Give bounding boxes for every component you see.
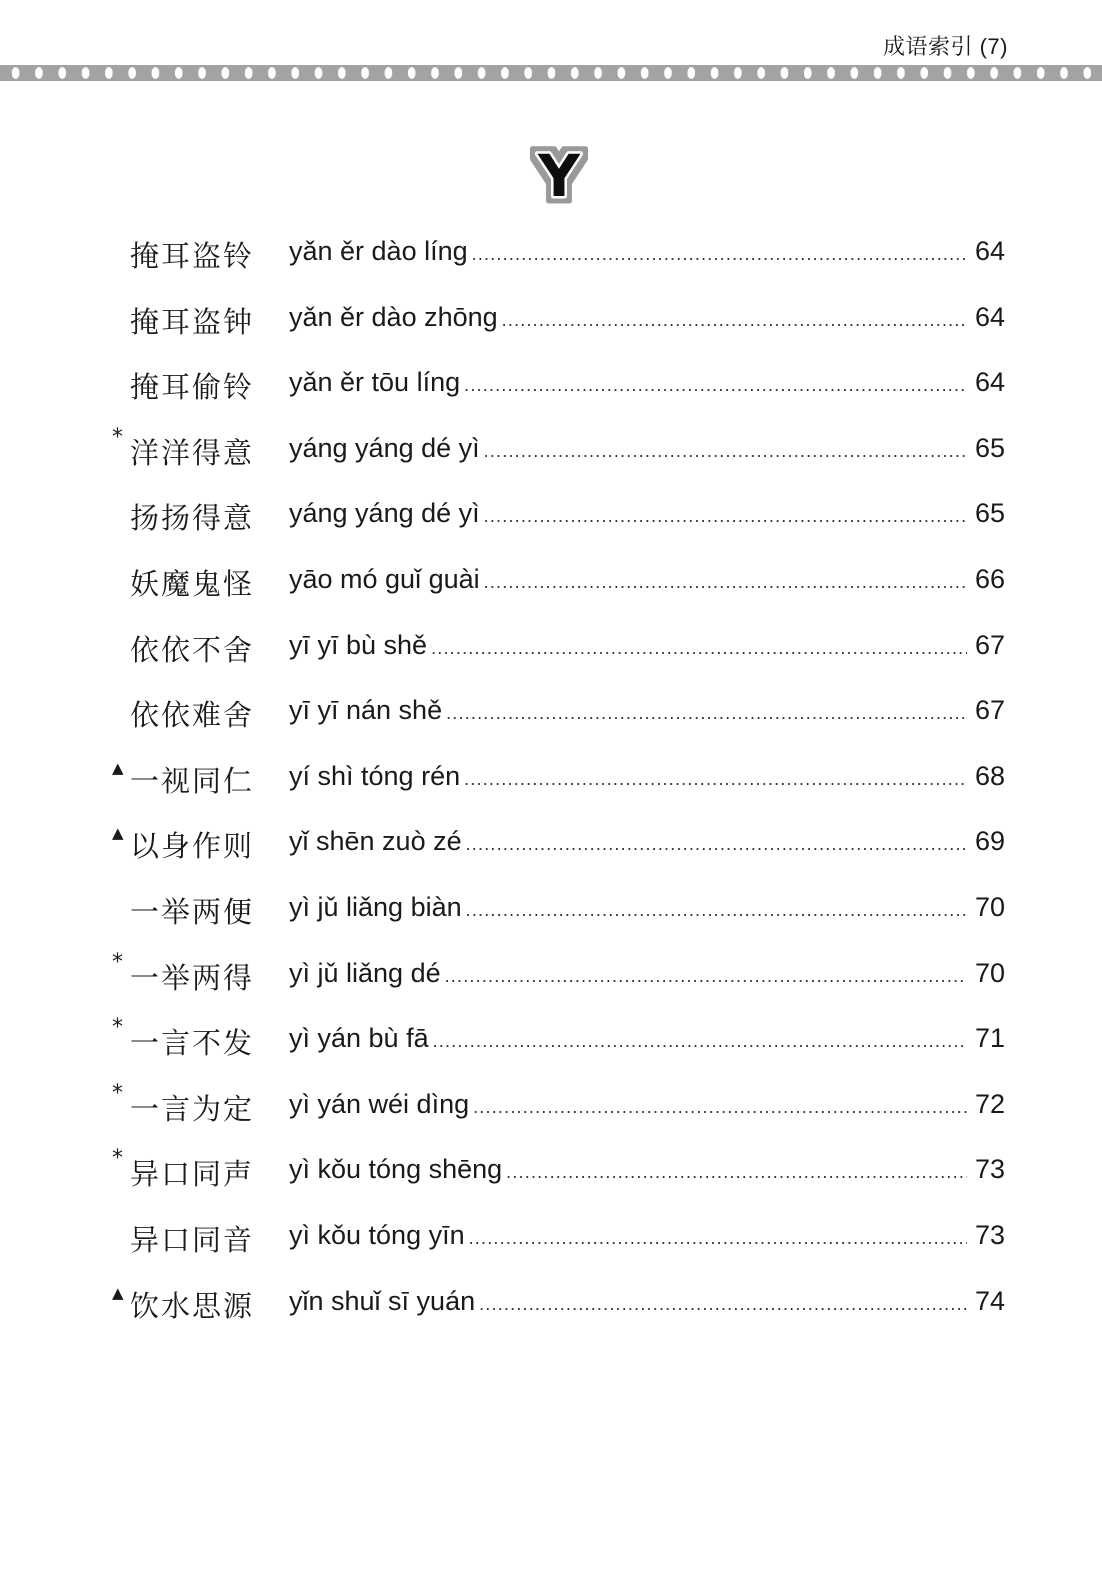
pinyin-text: yāo mó guǐ guài	[289, 563, 480, 594]
dot-leader	[445, 966, 967, 987]
entry-line	[289, 630, 1005, 661]
page-number: 67	[974, 629, 1005, 660]
idiom-text: 一言为定	[130, 1091, 255, 1126]
index-entry	[0, 228, 1102, 294]
entry-line	[289, 302, 1005, 333]
dot-leader	[473, 1097, 967, 1118]
dot-leader	[464, 769, 967, 790]
pinyin-text: yì jǔ liǎng dé	[289, 957, 441, 988]
pinyin-text: yī yī nán shě	[289, 695, 443, 726]
entry-marker: ▲	[112, 1283, 124, 1302]
idiom-text: 一举两得	[130, 960, 255, 995]
dot-leader	[502, 310, 967, 331]
entry-line	[289, 1286, 1005, 1317]
pinyin-text: yǐ shēn zuò zé	[289, 826, 462, 857]
dot-leader	[484, 572, 967, 593]
entry-marker: *	[112, 1080, 123, 1106]
index-entry	[0, 359, 1102, 425]
entry-marker: *	[112, 1146, 123, 1172]
dot-leader	[469, 1228, 967, 1249]
idiom-text: 一言不发	[130, 1026, 255, 1061]
index-entry	[0, 884, 1102, 950]
page-number: 72	[974, 1088, 1005, 1119]
index-entry	[0, 950, 1102, 1016]
page-number: 71	[974, 1023, 1005, 1054]
entry-marker: ▲	[112, 824, 124, 843]
idiom-text: 掩耳盗钟	[130, 304, 255, 339]
page-number: 70	[974, 891, 1005, 922]
idiom-text: 一举两便	[130, 894, 255, 929]
dot-leader	[433, 1031, 967, 1052]
entry-line	[289, 1023, 1005, 1054]
page-number: 68	[974, 760, 1005, 791]
dot-leader	[472, 244, 967, 265]
dot-leader	[464, 375, 967, 396]
page-number: 66	[974, 563, 1005, 594]
index-entry	[0, 1278, 1102, 1344]
entry-line	[289, 236, 1005, 267]
idiom-text: 异口同音	[130, 1222, 255, 1257]
page-number: 67	[974, 695, 1005, 726]
index-entry	[0, 1081, 1102, 1147]
idiom-text: 扬扬得意	[130, 501, 255, 536]
dotted-header-band	[0, 65, 1102, 81]
running-header: 成语索引 (7)	[882, 34, 1008, 59]
pinyin-text: yí shì tóng rén	[289, 760, 461, 791]
idiom-text: 异口同声	[130, 1157, 255, 1192]
entry-line	[289, 826, 1005, 857]
entry-line	[289, 1154, 1005, 1185]
entry-line	[289, 695, 1005, 726]
pinyin-text: yǐn shuǐ sī yuán	[289, 1285, 476, 1316]
idiom-text: 依依难舍	[130, 698, 255, 733]
page-number: 65	[974, 432, 1005, 463]
entry-line	[289, 564, 1005, 595]
idiom-text: 妖魔鬼怪	[130, 566, 255, 601]
pinyin-text: yǎn ěr dào líng	[289, 236, 468, 266]
dot-leader	[431, 638, 967, 659]
entry-line	[289, 1220, 1005, 1251]
index-entry	[0, 687, 1102, 753]
page-number: 65	[974, 498, 1005, 529]
idiom-index-list	[0, 228, 1102, 1343]
entry-line	[289, 761, 1005, 792]
entry-marker: *	[112, 1015, 123, 1041]
page-number: 64	[974, 367, 1005, 398]
pinyin-text: yǎn ěr dào zhōng	[289, 301, 498, 332]
pinyin-text: yǎn ěr tōu líng	[289, 367, 461, 398]
entry-line	[289, 1089, 1005, 1120]
entry-line	[289, 367, 1005, 398]
index-entry	[0, 622, 1102, 688]
pinyin-text: yáng yáng dé yì	[289, 432, 480, 463]
index-entry	[0, 753, 1102, 819]
index-entry	[0, 1146, 1102, 1212]
dot-leader	[466, 834, 967, 855]
dot-leader	[479, 1294, 967, 1315]
index-entry	[0, 1015, 1102, 1081]
pinyin-text: yì jǔ liǎng biàn	[289, 891, 462, 922]
idiom-text: 一视同仁	[130, 763, 255, 798]
pinyin-text: yì kǒu tóng shēng	[289, 1154, 503, 1185]
page-number: 74	[974, 1285, 1005, 1316]
index-entry	[0, 425, 1102, 491]
entry-line	[289, 892, 1005, 923]
dot-leader	[484, 441, 967, 462]
section-letter-badge	[524, 136, 594, 210]
pinyin-text: yì yán wéi dìng	[289, 1088, 470, 1119]
index-entry	[0, 294, 1102, 360]
pinyin-text: yī yī bù shě	[289, 629, 428, 660]
section-letter: Y	[538, 142, 580, 210]
pinyin-text: yì yán bù fā	[289, 1023, 429, 1054]
entry-line	[289, 498, 1005, 529]
index-entry	[0, 1212, 1102, 1278]
dot-leader	[484, 506, 967, 527]
idiom-text: 依依不舍	[130, 632, 255, 667]
dot-leader	[446, 703, 967, 724]
page-number: 64	[974, 301, 1005, 332]
index-entry	[0, 556, 1102, 622]
entry-marker: *	[112, 949, 123, 975]
page-number: 64	[974, 236, 1005, 266]
page-number: 73	[974, 1154, 1005, 1185]
idiom-text: 饮水思源	[130, 1288, 255, 1323]
entry-line	[289, 958, 1005, 989]
index-entry	[0, 818, 1102, 884]
pinyin-text: yáng yáng dé yì	[289, 498, 480, 529]
idiom-text: 掩耳盗铃	[130, 239, 255, 273]
index-entry	[0, 490, 1102, 556]
pinyin-text: yì kǒu tóng yīn	[289, 1219, 465, 1250]
entry-marker: ▲	[112, 758, 124, 777]
page-number: 70	[974, 957, 1005, 988]
idiom-text: 洋洋得意	[130, 435, 255, 470]
idiom-text: 以身作则	[130, 829, 255, 864]
entry-line	[289, 433, 1005, 464]
page-number: 69	[974, 826, 1005, 857]
idiom-text: 掩耳偷铃	[130, 370, 255, 405]
page-number: 73	[974, 1219, 1005, 1250]
entry-marker: *	[112, 424, 123, 450]
dot-leader	[506, 1162, 967, 1183]
dot-leader	[466, 900, 967, 921]
